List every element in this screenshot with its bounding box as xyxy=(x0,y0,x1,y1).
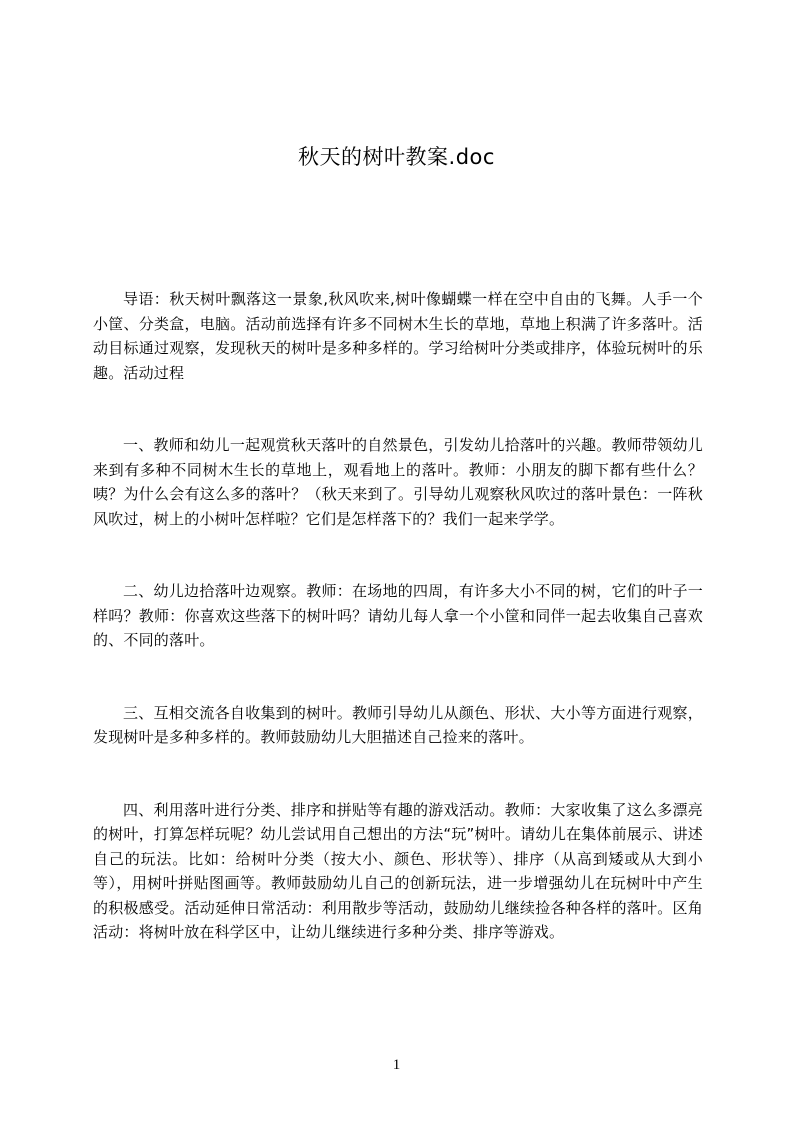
page-number: 1 xyxy=(392,1057,401,1073)
document-body xyxy=(93,287,703,993)
paragraph-intro: 导语：秋天树叶飘落这一景象,秋风吹来,树叶像蝴蝶一样在空中自由的飞舞。人手一个小筐、分类盒，电脑。活动前选择有许多不同树木生长的草地，草地上积满了许多落叶。活动目标通过观察，发现秋天的树叶是多种多样的。学习给树叶分类或排序，体验玩树叶的乐趣。活动过程 xyxy=(93,290,703,382)
document-title: 秋天的树叶教案.doc xyxy=(298,145,495,169)
paragraph-step-3: 三、互相交流各自收集到的树叶。教师引导幼儿从颜色、形状、大小等方面进行观察，发现树叶是多种多样的。教师鼓励幼儿大胆描述自己捡来的落叶。 xyxy=(93,703,703,746)
paragraph-step-2: 二、幼儿边拾落叶边观察。教师：在场地的四周，有许多大小不同的树，它们的叶子一样吗？教师：你喜欢这些落下的树叶吗？请幼儿每人拿一个小筐和同伴一起去收集自己喜欢的、不同的落叶。 xyxy=(93,582,703,649)
paragraph-step-1: 一、教师和幼儿一起观赏秋天落叶的自然景色，引发幼儿拾落叶的兴趣。教师带领幼儿来到有多种不同树木生长的草地上，观看地上的落叶。教师：小朋友的脚下都有些什么？咦？为什么会有这么多的落叶？（秋天来到了。引导幼儿观察秋风吹过的落叶景色：一阵秋风吹过，树上的小树叶怎样啦？它们是怎样落下的？我们一起来学学。 xyxy=(93,436,703,528)
paragraph-step-4: 四、利用落叶进行分类、排序和拼贴等有趣的游戏活动。教师：大家收集了这么多漂亮的树叶，打算怎样玩呢？幼儿尝试用自己想出的方法“玩”树叶。请幼儿在集体前展示、讲述自己的玩法。比如：给树叶分类（按大小、颜色、形状等）、排序（从高到矮或从大到小等），用树叶拼贴图画等。教师鼓励幼儿自己的创新玩法，进一步增强幼儿在玩树叶中产生的积极感受。活动延伸日常活动：利用散步等活动，鼓励幼儿继续捡各种各样的落叶。区角活动：将树叶放在科学区中，让幼儿继续进行多种分类、排序等游戏。 xyxy=(93,800,703,941)
